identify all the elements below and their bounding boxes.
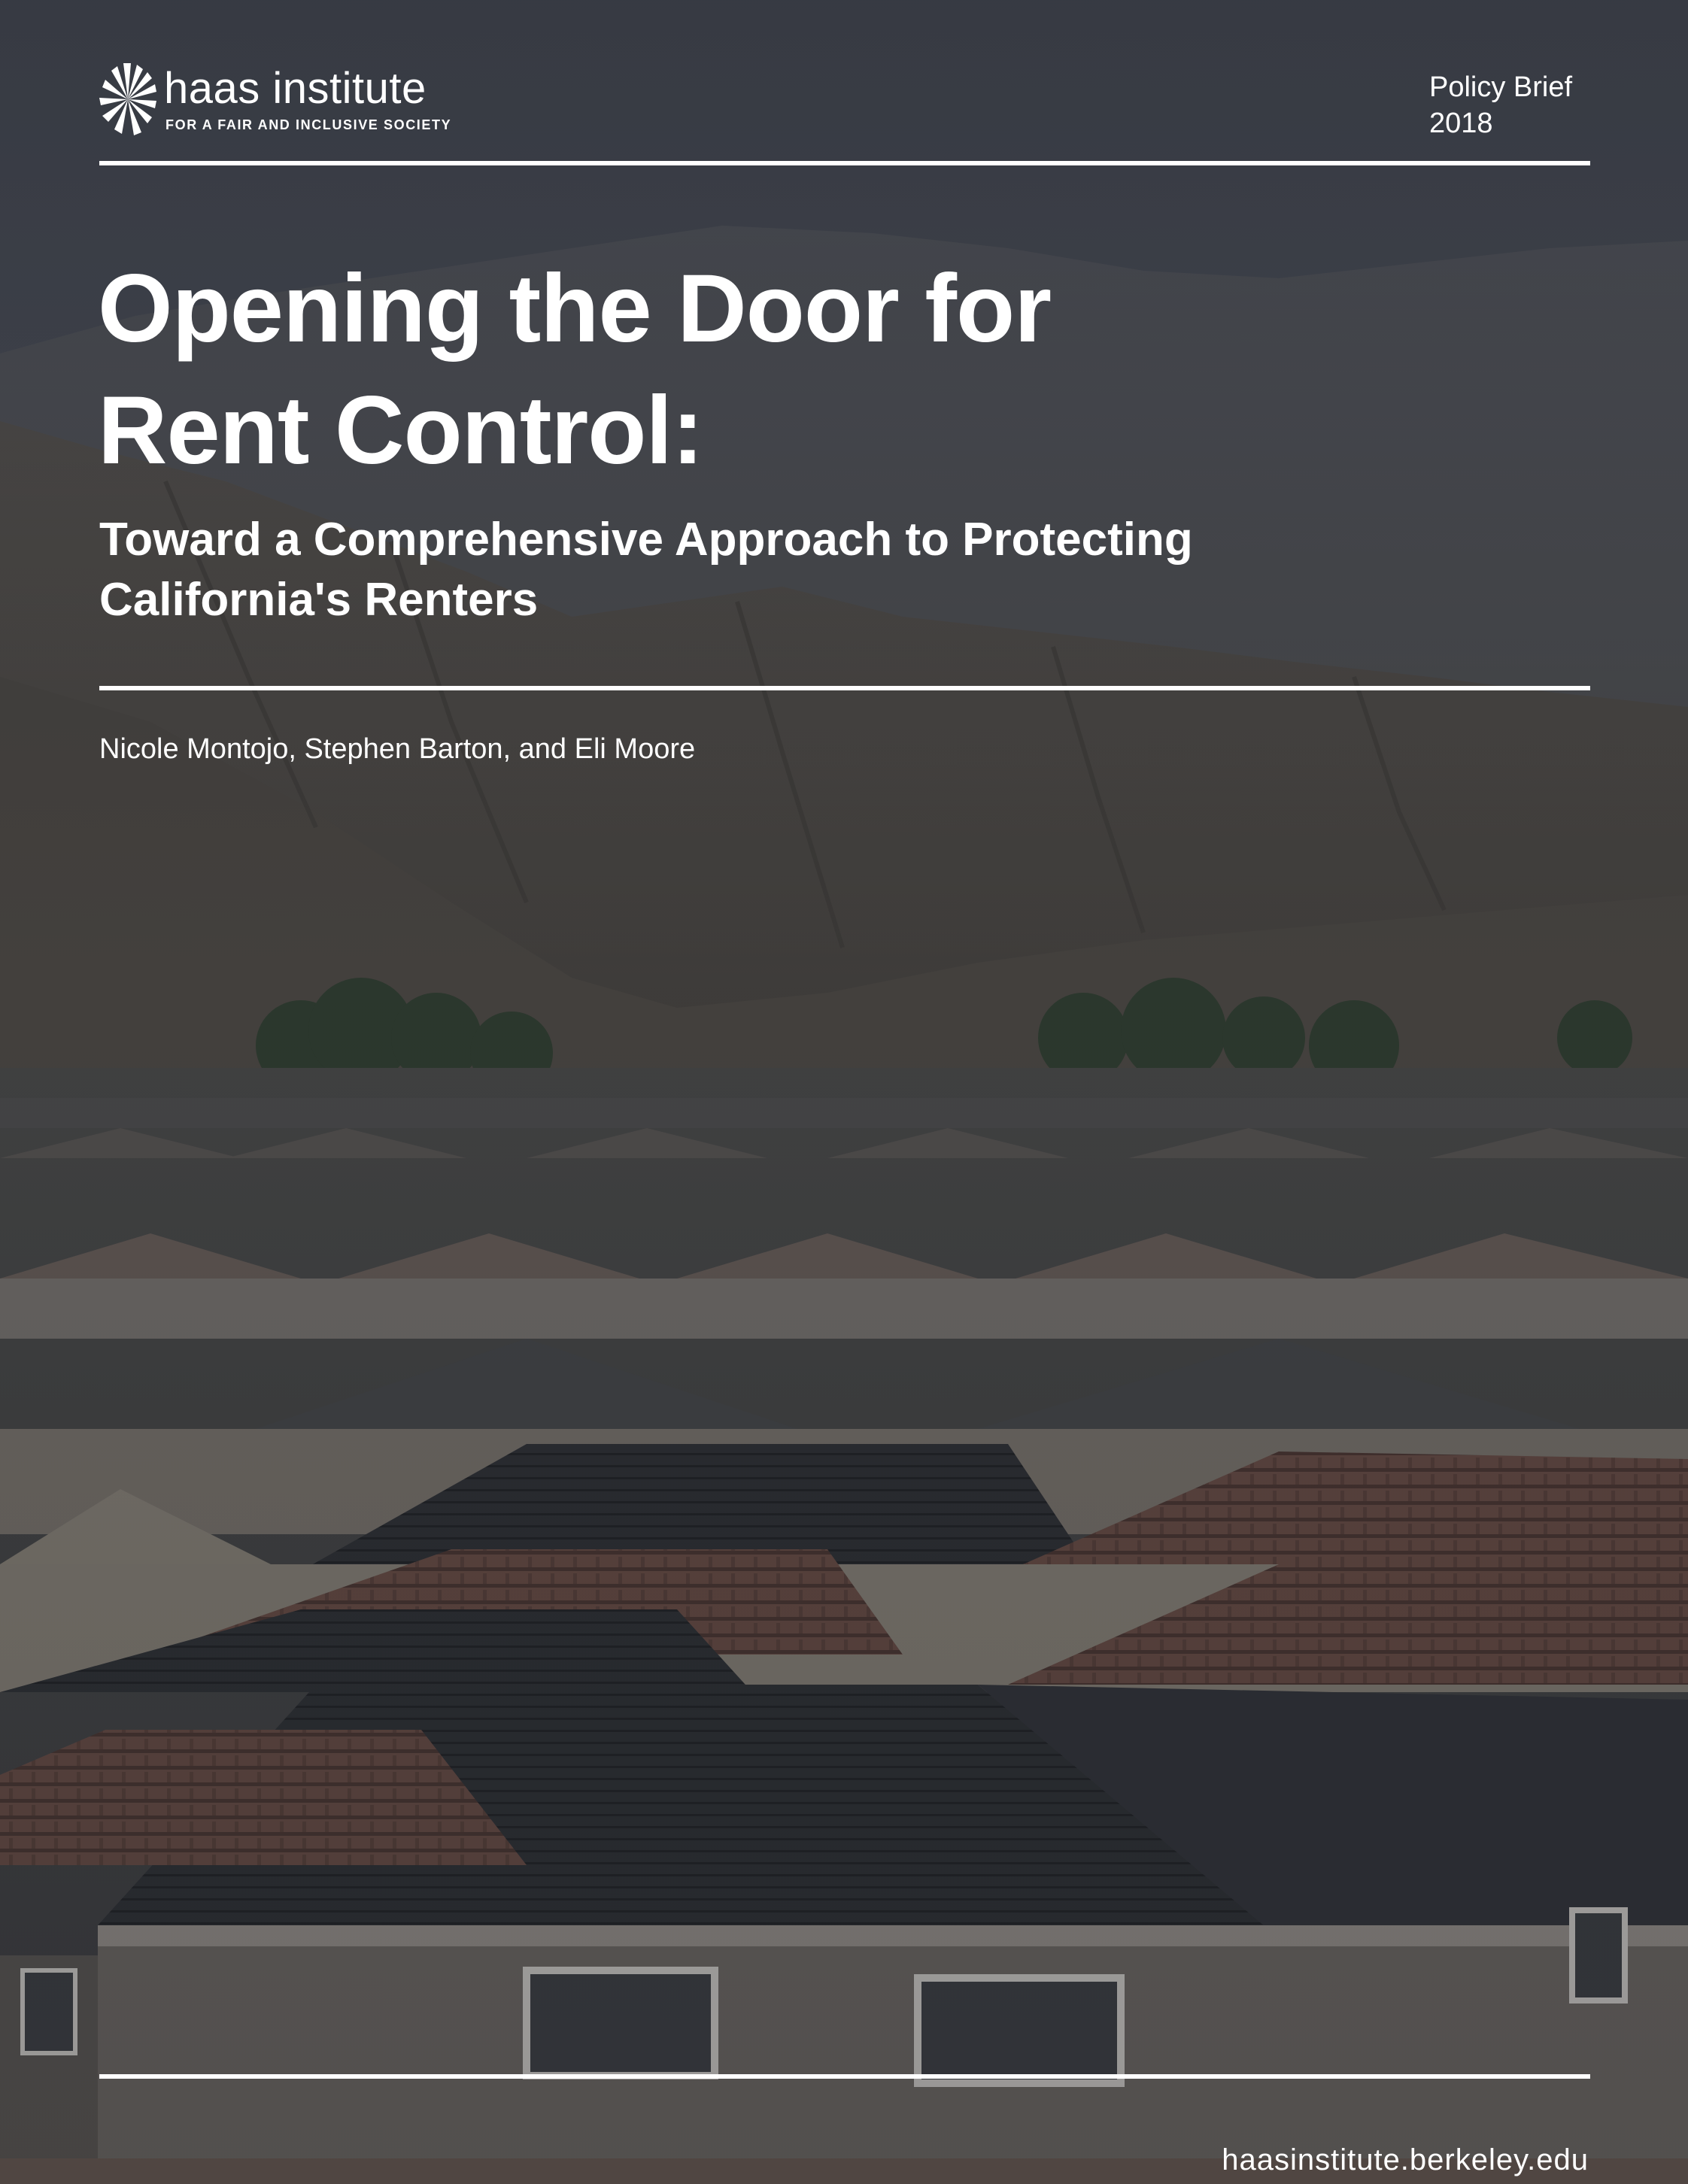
header-divider bbox=[99, 161, 1590, 165]
title-divider bbox=[99, 686, 1590, 690]
starburst-leaf-logo-icon bbox=[98, 60, 158, 138]
document-type: Policy Brief bbox=[1429, 71, 1573, 103]
logo-wordmark: haas institute bbox=[164, 64, 427, 113]
subtitle-line: California's Renters bbox=[99, 574, 539, 626]
footer-divider bbox=[99, 2074, 1590, 2079]
report-title bbox=[98, 248, 1527, 492]
title-line: Rent Control: bbox=[98, 377, 703, 484]
document-year: 2018 bbox=[1429, 108, 1493, 139]
haas-institute-logo bbox=[98, 60, 459, 143]
title-line: Opening the Door for bbox=[98, 255, 1051, 362]
website-url: haasinstitute.berkeley.edu bbox=[1222, 2143, 1589, 2176]
logo-tagline: FOR A FAIR AND INCLUSIVE SOCIETY bbox=[165, 117, 452, 132]
report-authors: Nicole Montojo, Stephen Barton, and Eli Moore bbox=[99, 733, 696, 765]
subtitle-line: Toward a Comprehensive Approach to Protecting bbox=[99, 514, 1193, 566]
report-subtitle bbox=[99, 510, 1529, 630]
